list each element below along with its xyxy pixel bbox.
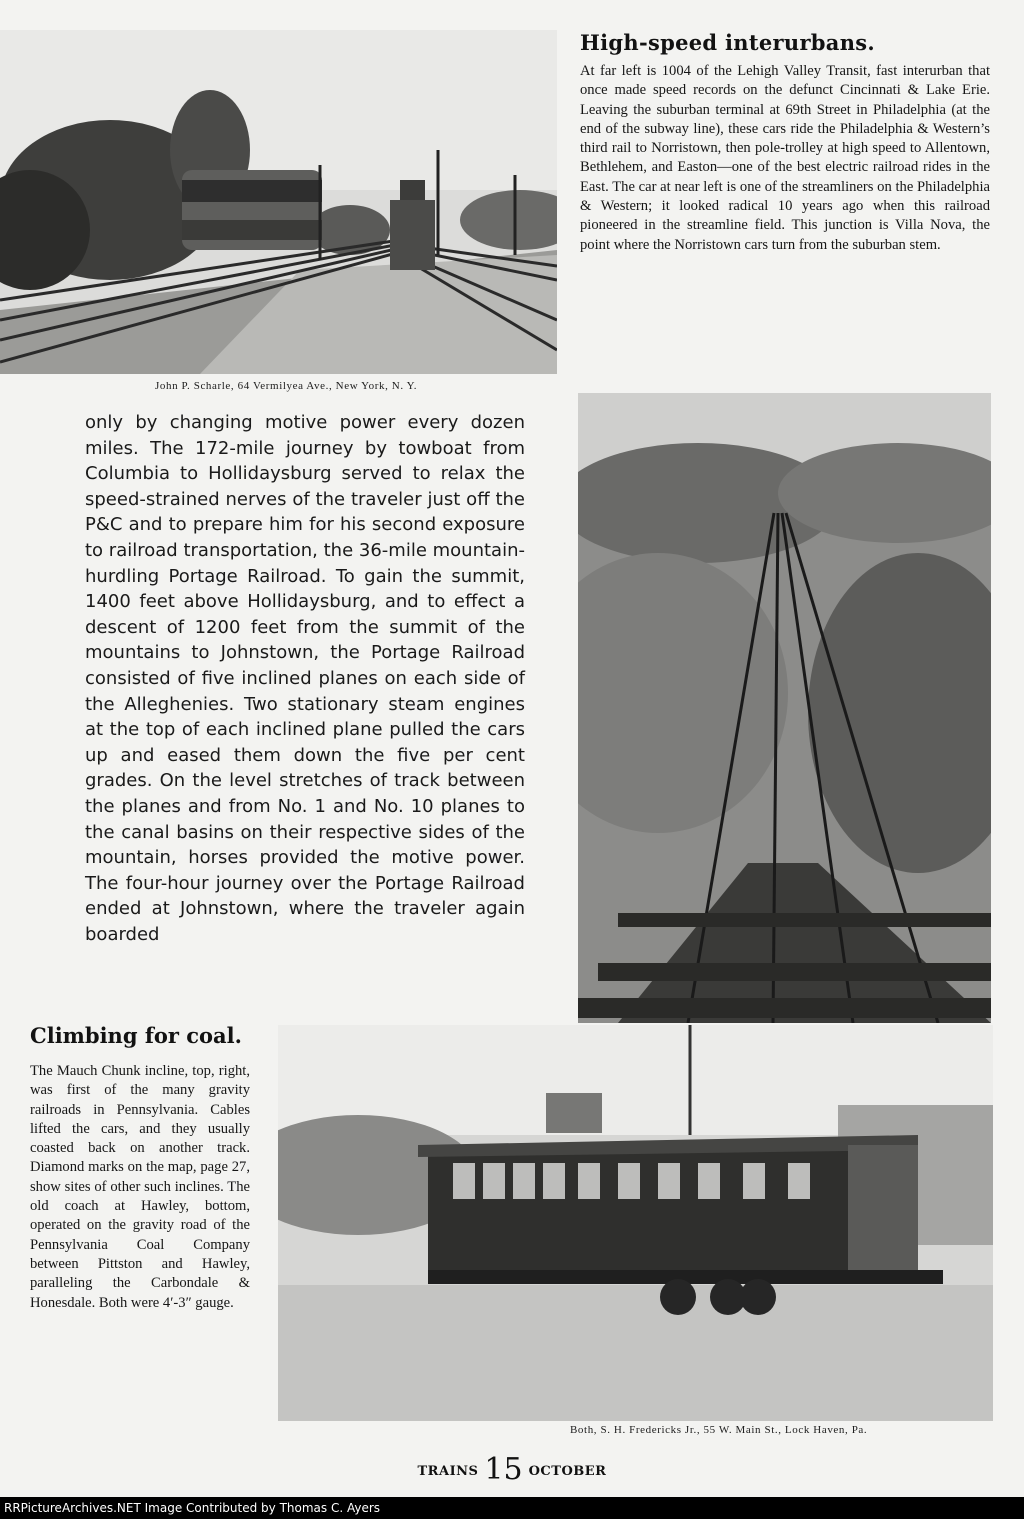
photo-credit-interurban: John P. Scharle, 64 Vermilyea Ave., New York, N. Y. (155, 380, 418, 392)
footer-month: OCTOBER (528, 1464, 607, 1479)
page-footer (0, 1452, 1024, 1487)
caption-coal: The Mauch Chunk incline, top, right, was first of the many gravity railroads in Pennsylvania. Cables lifted the cars, and they usually coasted back on another track. Diamond marks on the map, page 27, show sites of other such inclines. The old coach at Hawley, bottom, operated on the gravity road of the Pennsylvania Coal Company between Pittston and Hawley, paralleling the Carbondale & Honesdale. Both were 4′-3″ gauge. (30, 1063, 250, 1311)
watermark-bar: RRPictureArchives.NET Image Contributed by Thomas C. Ayers (0, 1497, 1024, 1519)
heading-coal: Climbing for coal. (30, 1023, 242, 1048)
photo-credit-coach: Both, S. H. Fredericks Jr., 55 W. Main St., Lock Haven, Pa. (570, 1424, 868, 1436)
page-number: 15 (484, 1452, 523, 1487)
caption-interurbans: At far left is 1004 of the Lehigh Valley Transit, fast interurban that once made speed records on the defunct Cincinnati & Lake Erie. Leaving the suburban terminal at 69th Street in Philadelphia (at the end of the subway line), these cars ride the Philadelphia & Western’s third rail to Norristown, then pole-trolley at high speed to Allentown, Bethlehem, and Easton—one of the best electric railroad rides in the East. The car at near left is one of the streamliners on the Philadelphia & Western; it looked radical 10 years ago when this railroad pioneered in the streamline field. This junction is Villa Nova, the point where the Norristown cars turn from the suburban stem. (580, 63, 990, 253)
footer-magazine: TRAINS (417, 1464, 479, 1479)
article-body: only by changing motive power every dozen miles. The 172-mile journey by towboat from Columbia to Hollidaysburg served to relax the speed-strained nerves of the traveler just off the P&C and to prepare him for his second exposure to railroad transportation, the 36-mile mountain-hurdling Portage Railroad. To gain the summit, 1400 feet above Hollidaysburg, and to effect a descent of 1200 feet from the summit of the mountains to Johnstown, the Portage Railroad consisted of five inclined planes on each side of the Alleghenies. Two stationary steam engines at the top of each inclined plane pulled the cars up and eased them down the five per cent grades. On the level stretches of track between the planes and from No. 1 and No. 10 planes to the canal basins on their respective sides of the mountain, horses provided the motive power. The four-hour journey over the Portage Railroad ended at Johnstown, where the traveler again boarded (85, 412, 525, 945)
photo-interurban (0, 30, 557, 374)
heading-interurbans: High-speed interurbans. (580, 30, 876, 55)
photo-coach (278, 1025, 993, 1421)
photo-incline (578, 393, 991, 1023)
